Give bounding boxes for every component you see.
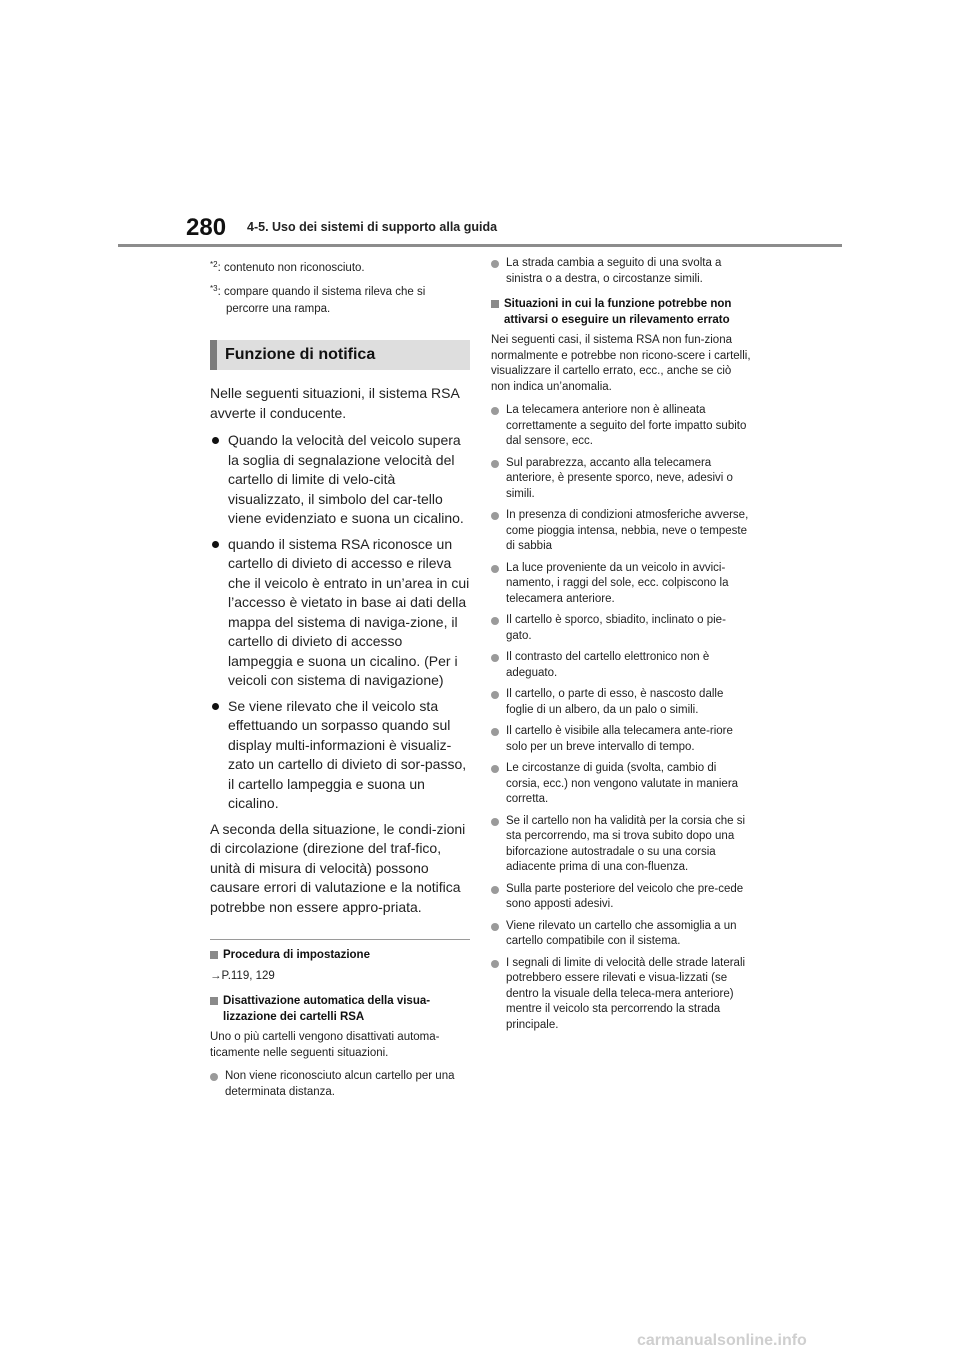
bullet-dot-icon bbox=[491, 923, 499, 931]
right-column bbox=[491, 256, 751, 1039]
left-column bbox=[210, 256, 470, 1106]
bullet-item: quando il sistema RSA riconosce un cartello di divieto di accesso e rileva che il veicolo è entrato in un’area in cui l’accesso è vietato in base ai dati della mappa del sistema di naviga-zione, il cartello di divieto di accesso lampeggia e suona un cicalino. (Per i veicoli con sistema di navigazione) bbox=[210, 535, 470, 691]
bullet-item: Se viene rilevato che il veicolo sta effettuando un sorpasso quando sul display multi-informazioni è visualiz-zato un cartello di divieto di sor-passo, il cartello lampeggia e suona un cicalino. bbox=[210, 697, 470, 814]
situations-intro: Nei seguenti casi, il sistema RSA non fun-ziona normalmente e potrebbe non ricono-scere i cartelli, visualizzare il cartello errato, ecc., anche se ciò non indica un’anomalia. bbox=[491, 334, 751, 393]
closing-text: A seconda della situazione, le condi-zioni di circolazione (direzione del traf-fico, unità di misura di velocità) possono causare errori di valutazione e la notifica potrebbe non essere appro-priata. bbox=[210, 820, 466, 915]
footnote: $^{*3}$: compare quando il sistema rileva che si percorre una rampa. bbox=[210, 284, 426, 315]
bullet-dot-icon bbox=[491, 260, 499, 268]
auto-disable-text: Uno o più cartelli vengono disattivati automa-ticamente nelle seguenti situazioni. bbox=[210, 1031, 440, 1059]
intro-text: Nelle seguenti situazioni, il sistema RSA avverte il conducente. bbox=[210, 385, 460, 421]
bullet-item: In presenza di condizioni atmosferiche avverse, come pioggia intensa, nebbia, neve o tempeste di sabbia bbox=[491, 508, 751, 555]
square-bullet-icon bbox=[210, 951, 218, 959]
bullet-dot-icon bbox=[491, 691, 499, 699]
square-bullet-icon bbox=[491, 300, 499, 308]
bullet-item: Non viene riconosciuto alcun cartello per una determinata distanza. bbox=[210, 1069, 470, 1100]
bullet-item: Sulla parte posteriore del veicolo che pre-cede sono apposti adesivi. bbox=[491, 882, 751, 913]
section-divider bbox=[210, 939, 470, 940]
bullet-dot-icon bbox=[491, 654, 499, 662]
bullet-dot-icon bbox=[491, 960, 499, 968]
bullet-dot-icon bbox=[491, 818, 499, 826]
auto-disable-heading: Disattivazione automatica della visua-lizzazione dei cartelli RSA bbox=[210, 994, 470, 1025]
bullet-item: Il cartello, o parte di esso, è nascosto dalle foglie di un albero, da un palo o simili. bbox=[491, 687, 751, 718]
bullet-dot-icon bbox=[212, 437, 219, 444]
bullet-item: Viene rilevato un cartello che assomiglia a un cartello compatibile con il sistema. bbox=[491, 919, 751, 950]
watermark: carmanualsonline.info bbox=[637, 1332, 807, 1349]
header-rule bbox=[118, 244, 842, 247]
procedure-reference: →P.119, 129 bbox=[210, 969, 275, 982]
bullet-item: Il cartello è visibile alla telecamera ante-riore solo per un breve intervallo di tempo. bbox=[491, 724, 751, 755]
bullet-item: Il cartello è sporco, sbiadito, inclinato o pie-gato. bbox=[491, 613, 751, 644]
bullet-item: La telecamera anteriore non è allineata correttamente a seguito del forte impatto subito dal sensore, ecc. bbox=[491, 403, 751, 450]
square-bullet-icon bbox=[210, 997, 218, 1005]
footnote: $^{*2}$: contenuto non riconosciuto. bbox=[210, 260, 365, 274]
bullet-dot-icon bbox=[212, 703, 219, 710]
bullet-dot-icon bbox=[491, 617, 499, 625]
bullet-item: La strada cambia a seguito di una svolta a sinistra o a destra, o circostanze simili. bbox=[491, 256, 751, 287]
bullet-dot-icon bbox=[491, 565, 499, 573]
bullet-dot-icon bbox=[212, 541, 219, 548]
bullet-dot-icon bbox=[491, 512, 499, 520]
bullet-item: Le circostanze di guida (svolta, cambio di corsia, ecc.) non vengono valutate in maniera corretta. bbox=[491, 761, 751, 808]
bullet-dot-icon bbox=[491, 728, 499, 736]
bullet-dot-icon bbox=[491, 460, 499, 468]
procedure-heading: Procedura di impostazione bbox=[210, 948, 470, 964]
bullet-dot-icon bbox=[491, 886, 499, 894]
bullet-item: Quando la velocità del veicolo supera la soglia di segnalazione velocità del cartello di limite di velo-cità visualizzato, il simbolo del car-tello viene evidenziato e suona un cicalino. bbox=[210, 431, 470, 529]
bullet-dot-icon bbox=[491, 765, 499, 773]
page-number: 280 bbox=[186, 214, 227, 241]
bullet-item: I segnali di limite di velocità delle strade laterali potrebbero essere rilevati e visua-lizzati (se dentro la visuale della teleca-mera anteriore) mentre il veicolo sta percorrendo la strada principale. bbox=[491, 956, 751, 1034]
bullet-item: Sul parabrezza, accanto alla telecamera anteriore, è presente sporco, neve, adesivi o simili. bbox=[491, 456, 751, 503]
section-title: 4-5. Uso dei sistemi di supporto alla guida bbox=[247, 220, 498, 234]
box-heading: Funzione di notifica bbox=[210, 340, 470, 370]
situations-heading: Situazioni in cui la funzione potrebbe non attivarsi o eseguire un rilevamento errato bbox=[491, 297, 751, 328]
bullet-item: Il contrasto del cartello elettronico non è adeguato. bbox=[491, 650, 751, 681]
bullet-dot-icon bbox=[210, 1073, 218, 1081]
bullet-dot-icon bbox=[491, 407, 499, 415]
bullet-item: Se il cartello non ha validità per la corsia che si sta percorrendo, ma si trova subito dopo una biforcazione autostradale o su una corsia adiacente prima di una con-fluenza. bbox=[491, 814, 751, 876]
bullet-item: La luce proveniente da un veicolo in avvici-namento, i raggi del sole, ecc. colpiscono la telecamera anteriore. bbox=[491, 561, 751, 608]
